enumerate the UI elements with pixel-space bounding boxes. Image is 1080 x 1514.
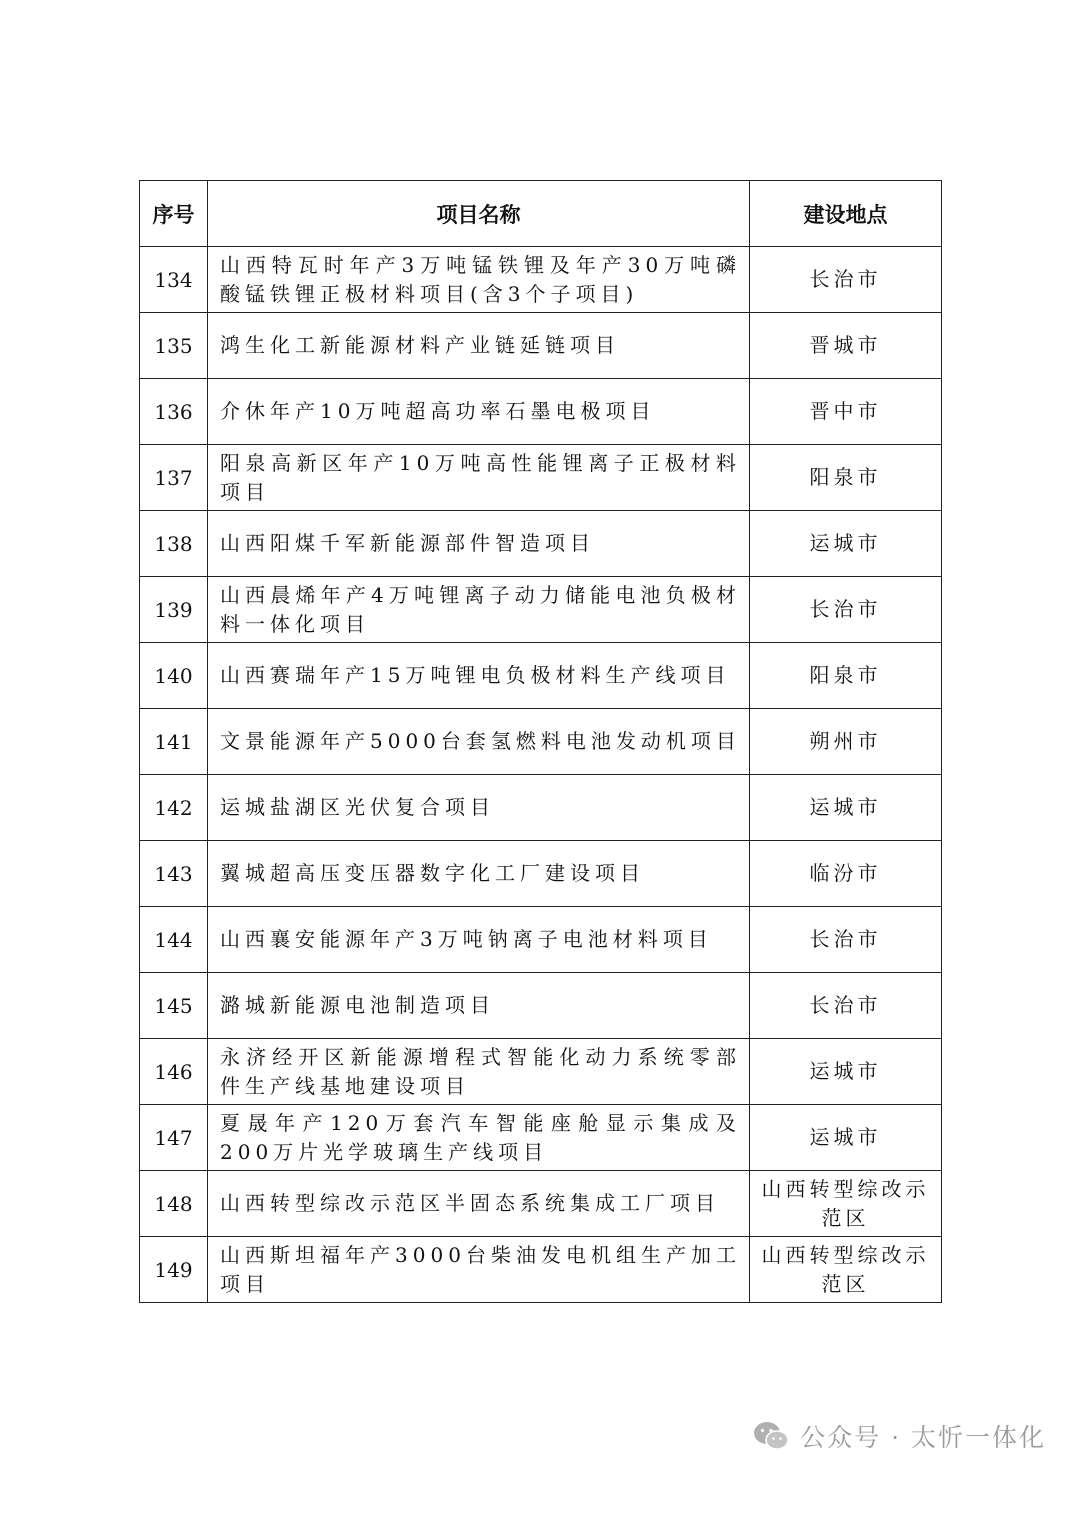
header-no: 序号 (140, 181, 208, 247)
row-name: 翼城超高压变压器数字化工厂建设项目 (208, 841, 750, 907)
project-table (139, 180, 942, 1303)
row-location: 山西转型综改示范区 (750, 1237, 942, 1303)
row-no: 134 (140, 247, 208, 313)
row-no: 141 (140, 709, 208, 775)
row-name: 山西阳煤千军新能源部件智造项目 (208, 511, 750, 577)
table-row (140, 379, 942, 445)
table-row (140, 313, 942, 379)
table-row (140, 1105, 942, 1171)
row-no: 147 (140, 1105, 208, 1171)
table-row (140, 709, 942, 775)
row-name: 山西襄安能源年产3万吨钠离子电池材料项目 (208, 907, 750, 973)
row-location: 朔州市 (750, 709, 942, 775)
row-location: 运城市 (750, 1105, 942, 1171)
row-no: 138 (140, 511, 208, 577)
row-no: 142 (140, 775, 208, 841)
row-location: 阳泉市 (750, 445, 942, 511)
table-row (140, 907, 942, 973)
row-no: 149 (140, 1237, 208, 1303)
row-name: 山西晨烯年产4万吨锂离子动力储能电池负极材料一体化项目 (208, 577, 750, 643)
watermark-text: 公众号 · 太忻一体化 (800, 1423, 1046, 1452)
table-row (140, 511, 942, 577)
row-location: 长治市 (750, 247, 942, 313)
row-name: 介休年产10万吨超高功率石墨电极项目 (208, 379, 750, 445)
project-table-container (139, 180, 941, 1303)
table-row (140, 1237, 942, 1303)
table-row (140, 775, 942, 841)
row-no: 145 (140, 973, 208, 1039)
table-row (140, 247, 942, 313)
row-location: 晋城市 (750, 313, 942, 379)
row-location: 长治市 (750, 577, 942, 643)
row-no: 144 (140, 907, 208, 973)
row-location: 临汾市 (750, 841, 942, 907)
row-name: 鸿生化工新能源材料产业链延链项目 (208, 313, 750, 379)
row-no: 140 (140, 643, 208, 709)
row-location: 运城市 (750, 1039, 942, 1105)
wechat-icon (752, 1420, 790, 1452)
row-no: 136 (140, 379, 208, 445)
table-row (140, 643, 942, 709)
table-row (140, 445, 942, 511)
row-location: 阳泉市 (750, 643, 942, 709)
row-no: 143 (140, 841, 208, 907)
header-location: 建设地点 (750, 181, 942, 247)
row-location: 运城市 (750, 775, 942, 841)
row-no: 135 (140, 313, 208, 379)
header-name: 项目名称 (208, 181, 750, 247)
row-no: 146 (140, 1039, 208, 1105)
table-row (140, 577, 942, 643)
row-name: 潞城新能源电池制造项目 (208, 973, 750, 1039)
row-name: 山西特瓦时年产3万吨锰铁锂及年产30万吨磷酸锰铁锂正极材料项目(含3个子项目) (208, 247, 750, 313)
row-name: 运城盐湖区光伏复合项目 (208, 775, 750, 841)
row-name: 阳泉高新区年产10万吨高性能锂离子正极材料项目 (208, 445, 750, 511)
row-name: 山西转型综改示范区半固态系统集成工厂项目 (208, 1171, 750, 1237)
table-row (140, 1171, 942, 1237)
row-name: 夏晟年产120万套汽车智能座舱显示集成及200万片光学玻璃生产线项目 (208, 1105, 750, 1171)
row-name: 山西斯坦福年产3000台柴油发电机组生产加工项目 (208, 1237, 750, 1303)
row-name: 山西赛瑞年产15万吨锂电负极材料生产线项目 (208, 643, 750, 709)
row-location: 长治市 (750, 907, 942, 973)
table-row (140, 1039, 942, 1105)
table-header-row (140, 181, 942, 247)
row-name: 永济经开区新能源增程式智能化动力系统零部件生产线基地建设项目 (208, 1039, 750, 1105)
row-no: 139 (140, 577, 208, 643)
row-name: 文景能源年产5000台套氢燃料电池发动机项目 (208, 709, 750, 775)
row-location: 长治市 (750, 973, 942, 1039)
row-no: 137 (140, 445, 208, 511)
wechat-watermark (752, 1418, 1046, 1454)
table-row (140, 973, 942, 1039)
table-row (140, 841, 942, 907)
row-location: 山西转型综改示范区 (750, 1171, 942, 1237)
row-location: 运城市 (750, 511, 942, 577)
row-location: 晋中市 (750, 379, 942, 445)
row-no: 148 (140, 1171, 208, 1237)
